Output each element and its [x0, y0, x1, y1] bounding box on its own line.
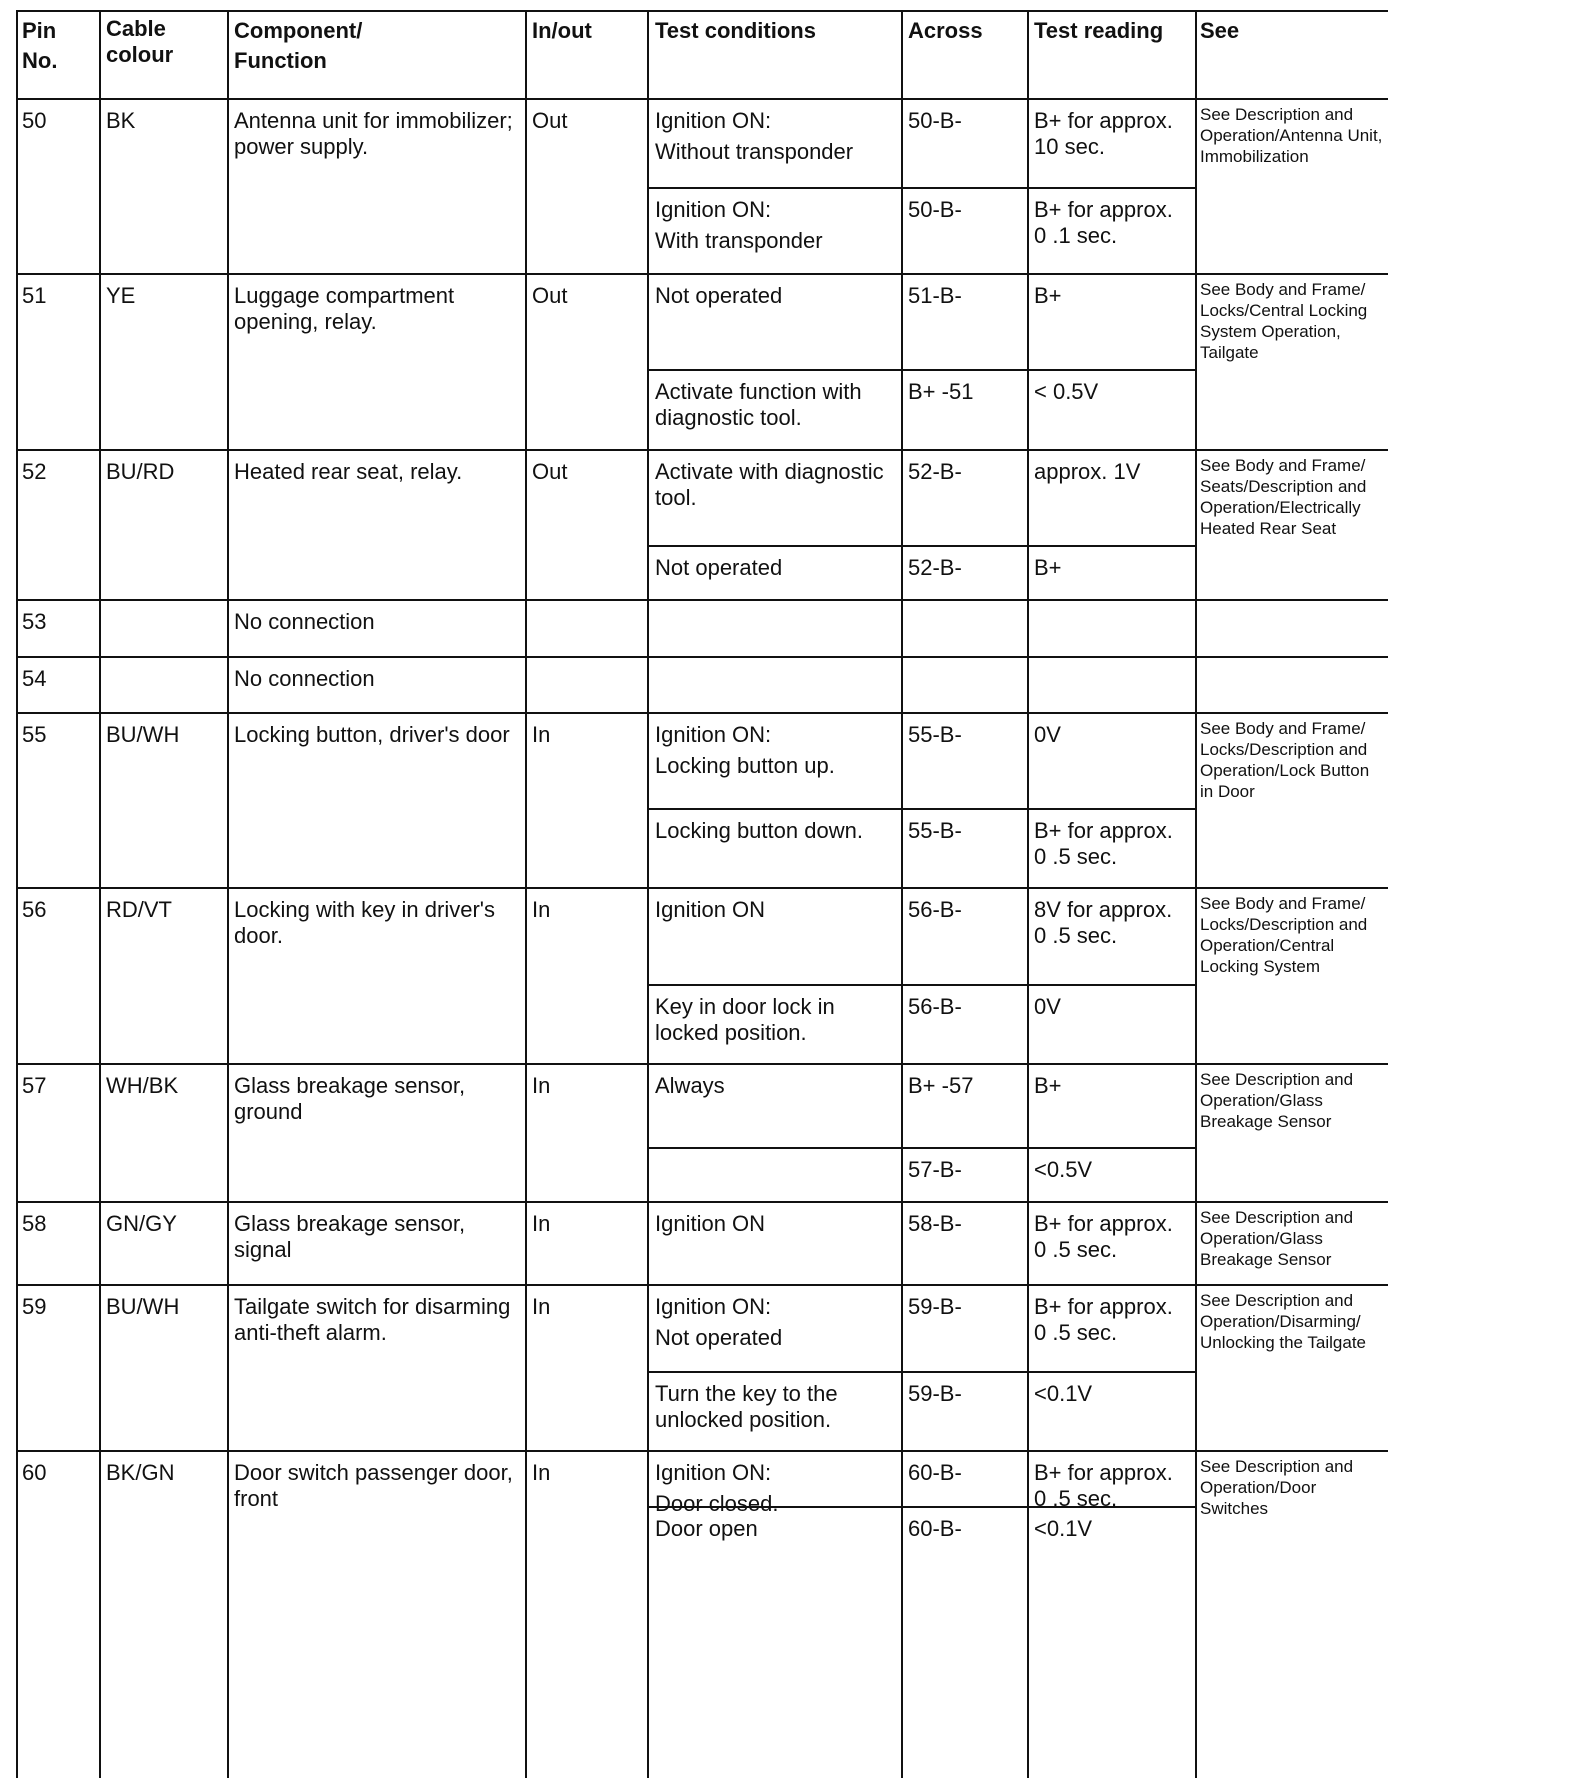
in-out: In: [532, 1294, 551, 1319]
across-value: B+ -57: [908, 1073, 974, 1098]
pin-number: 55: [22, 722, 47, 747]
in-out: [526, 601, 648, 656]
test-conditions: [649, 658, 902, 712]
test-conditions: [649, 100, 902, 187]
in-out: In: [532, 1211, 551, 1236]
see-reference: See Description and Operation/Glass Breakage Sensor: [1200, 1208, 1354, 1269]
cable-colour: BU/WH: [106, 1294, 180, 1319]
cable-colour: RD/VT: [106, 897, 172, 922]
test-reading: 0V: [1034, 994, 1061, 1019]
test-condition-line: With transponder: [655, 228, 823, 253]
table-row: [16, 449, 1388, 599]
pin-number: 50: [22, 108, 47, 133]
test-condition-line: Ignition ON: [655, 1211, 766, 1236]
test-reading: B+ for approx. 0 .5 sec.: [1034, 1294, 1173, 1345]
across-value: 57-B-: [908, 1157, 962, 1182]
test-condition-line: Ignition ON:: [655, 108, 772, 133]
test-reading: B+ for approx. 0 .5 sec.: [1034, 818, 1173, 869]
test-condition-line: Ignition ON:: [655, 197, 772, 222]
pin-number: 56: [22, 897, 47, 922]
in-out: In: [532, 722, 551, 747]
pin-table: [16, 8, 1388, 1778]
in-out: In: [532, 1073, 551, 1098]
across-value: B+ -51: [908, 379, 974, 404]
cable-colour: BK/GN: [106, 1460, 175, 1485]
test-subrow: [649, 1286, 1196, 1371]
pin-number: 54: [22, 666, 47, 691]
see-reference: See Description and Operation/Disarming/ Unlocking the Tailgate: [1200, 1291, 1367, 1352]
test-condition-line: Door open: [655, 1516, 758, 1541]
see-reference: See Description and Operation/Door Switches: [1200, 1457, 1354, 1518]
table-row: [16, 273, 1388, 449]
test-reading: <0.1V: [1034, 1516, 1093, 1541]
cable-colour: [100, 601, 228, 656]
header-cable-colour: [100, 12, 228, 98]
across-value: 60-B-: [908, 1516, 962, 1541]
test-reading: B+ for approx. 0 .5 sec.: [1034, 1460, 1173, 1511]
test-conditions: [649, 1203, 902, 1284]
across-value: 59-B-: [908, 1381, 962, 1406]
cable-colour: BU/WH: [106, 722, 180, 747]
see-reference: See Description and Operation/Antenna Unit, Immobilization: [1200, 105, 1383, 166]
across-value: 60-B-: [908, 1460, 962, 1485]
test-subrow: [649, 451, 1196, 545]
table-row: [16, 712, 1388, 887]
across-value: 56-B-: [908, 994, 962, 1019]
test-conditions: [649, 601, 902, 656]
test-conditions: [649, 889, 902, 984]
component-function: Glass breakage sensor, ground: [234, 1073, 466, 1124]
test-subrow: [649, 714, 1196, 808]
see-reference: See Body and Frame/ Locks/Description and Operation/Lock Button in Door: [1200, 719, 1370, 801]
across-value: 59-B-: [908, 1294, 962, 1319]
table-row: [16, 1063, 1388, 1201]
across-value: 56-B-: [908, 897, 962, 922]
see-reference: [1196, 601, 1388, 656]
test-subrow: [649, 808, 1196, 887]
component-function: Tailgate switch for disarming anti-theft alarm.: [234, 1294, 511, 1345]
cable-colour: GN/GY: [106, 1211, 177, 1236]
across-value: 50-B-: [908, 108, 962, 133]
test-reading: 8V for approx. 0 .5 sec.: [1034, 897, 1173, 948]
test-conditions: [649, 451, 902, 545]
test-subrow: [649, 187, 1196, 273]
test-condition-line: Not operated: [655, 555, 783, 580]
test-subrow: [649, 1203, 1196, 1284]
test-condition-line: Locking button up.: [655, 753, 835, 778]
test-conditions: [649, 1065, 902, 1147]
in-out: Out: [532, 108, 568, 133]
test-reading: 0V: [1034, 722, 1061, 747]
cable-colour: WH/BK: [106, 1073, 179, 1098]
in-out: Out: [532, 459, 568, 484]
test-condition-line: Activate function with diagnostic tool.: [655, 379, 862, 430]
test-reading: [1028, 658, 1196, 712]
test-conditions: [649, 810, 902, 887]
test-condition-line: Not operated: [655, 1325, 783, 1350]
cable-colour: BK: [106, 108, 136, 133]
test-reading: B+ for approx. 0 .5 sec.: [1034, 1211, 1173, 1262]
cable-colour: BU/RD: [106, 459, 175, 484]
test-conditions: [649, 1508, 902, 1778]
test-subrow: [649, 984, 1196, 1063]
test-subrow: [649, 601, 1196, 656]
test-conditions: [649, 1452, 902, 1516]
across-value: 52-B-: [908, 459, 962, 484]
test-reading: < 0.5V: [1034, 379, 1099, 404]
pin-number: 60: [22, 1460, 47, 1485]
test-subrow: [649, 275, 1196, 369]
test-condition-line: Ignition ON: [655, 897, 766, 922]
across-value: 55-B-: [908, 722, 962, 747]
see-reference: See Body and Frame/ Seats/Description and Operation/Electrically Heated Rear Seat: [1200, 456, 1367, 538]
test-reading: approx. 1V: [1034, 459, 1141, 484]
test-subrow: [649, 1506, 1196, 1778]
cable-colour: [100, 658, 228, 712]
table-row: [16, 1284, 1388, 1450]
test-conditions: [649, 371, 902, 449]
test-reading: <0.5V: [1034, 1157, 1093, 1182]
test-reading: [1028, 601, 1196, 656]
test-subrow: [649, 369, 1196, 449]
test-subrow: [649, 1147, 1196, 1201]
component-function: Luggage compartment opening, relay.: [234, 283, 455, 334]
component-function: Door switch passenger door, front: [234, 1460, 513, 1511]
cable-colour: YE: [106, 283, 136, 308]
component-function: Locking with key in driver's door.: [234, 897, 495, 948]
component-function: Glass breakage sensor, signal: [234, 1211, 466, 1262]
table-row: [16, 887, 1388, 1063]
across-value: 52-B-: [908, 555, 962, 580]
in-out: In: [532, 1460, 551, 1485]
see-reference: See Body and Frame/ Locks/Central Locking System Operation, Tailgate: [1200, 280, 1368, 362]
test-condition-line: Ignition ON:: [655, 1294, 772, 1319]
test-conditions: [649, 189, 902, 273]
see-reference: [1196, 658, 1388, 712]
header-component-line1: Component/: [234, 18, 363, 43]
test-reading: B+ for approx. 10 sec.: [1034, 108, 1173, 159]
test-subrow: [649, 1065, 1196, 1147]
test-subrow: [649, 100, 1196, 187]
component-function: No connection: [234, 609, 375, 634]
across-value: [902, 601, 1028, 656]
see-reference: See Description and Operation/Glass Breakage Sensor: [1200, 1070, 1354, 1131]
pin-number: 59: [22, 1294, 47, 1319]
test-condition-line: Locking button down.: [655, 818, 863, 843]
table-header: [16, 12, 1388, 98]
component-function: No connection: [234, 666, 375, 691]
test-condition-line: Always: [655, 1073, 725, 1098]
table-row: [16, 599, 1388, 656]
test-reading: <0.1V: [1034, 1381, 1093, 1406]
in-out: In: [532, 897, 551, 922]
component-function: Locking button, driver's door: [234, 722, 510, 747]
test-reading: B+ for approx. 0 .1 sec.: [1034, 197, 1173, 248]
header-see: See: [1200, 18, 1240, 43]
test-conditions: [649, 986, 902, 1063]
test-condition-line: Door closed.: [655, 1491, 779, 1516]
header-test-reading: Test reading: [1034, 18, 1164, 43]
across-value: 50-B-: [908, 197, 962, 222]
test-condition-line: Not operated: [655, 283, 783, 308]
table-row: [16, 1450, 1388, 1778]
header-test-conditions: Test conditions: [655, 18, 816, 43]
test-subrow: [649, 1452, 1196, 1516]
test-subrow: [649, 889, 1196, 984]
pin-number: 53: [22, 609, 47, 634]
across-value: 51-B-: [908, 283, 962, 308]
test-condition-line: Activate with diagnostic tool.: [655, 459, 884, 510]
test-conditions: [649, 275, 902, 369]
test-condition-line: Key in door lock in locked position.: [655, 994, 835, 1045]
across-value: 55-B-: [908, 818, 962, 843]
pin-number: 58: [22, 1211, 47, 1236]
test-subrow: [649, 1371, 1196, 1450]
in-out: [526, 658, 648, 712]
header-cable-line1: Cable: [106, 16, 166, 41]
test-reading: B+: [1034, 283, 1062, 308]
in-out: Out: [532, 283, 568, 308]
component-function: Heated rear seat, relay.: [234, 459, 463, 484]
test-conditions: [649, 1373, 902, 1450]
test-conditions: [649, 714, 902, 808]
table-row: [16, 656, 1388, 712]
header-cable-line2: colour: [106, 42, 174, 67]
pin-number: 51: [22, 283, 47, 308]
test-condition-line: Ignition ON:: [655, 722, 772, 747]
test-subrow: [649, 658, 1196, 712]
header-pin: Pin No.: [22, 18, 58, 73]
header-inout: In/out: [532, 18, 592, 43]
test-condition-line: Without transponder: [655, 139, 854, 164]
test-conditions: [649, 547, 902, 599]
pin-number: 52: [22, 459, 47, 484]
header-component: [228, 12, 526, 98]
test-subrow: [649, 545, 1196, 599]
test-reading: B+: [1034, 555, 1062, 580]
table-row: [16, 1201, 1388, 1284]
component-function: Antenna unit for immobilizer; power supply.: [234, 108, 513, 159]
test-conditions: [649, 1149, 902, 1201]
pin-number: 57: [22, 1073, 47, 1098]
test-condition-line: Turn the key to the unlocked position.: [655, 1381, 838, 1432]
table-row: [16, 98, 1388, 273]
header-across: Across: [908, 18, 983, 43]
header-component-line2: Function: [234, 48, 327, 73]
test-conditions: [649, 1286, 902, 1371]
test-reading: B+: [1034, 1073, 1062, 1098]
test-condition-line: Ignition ON:: [655, 1460, 772, 1485]
across-value: 58-B-: [908, 1211, 962, 1236]
across-value: [902, 658, 1028, 712]
see-reference: See Body and Frame/ Locks/Description and Operation/Central Locking System: [1200, 894, 1368, 976]
